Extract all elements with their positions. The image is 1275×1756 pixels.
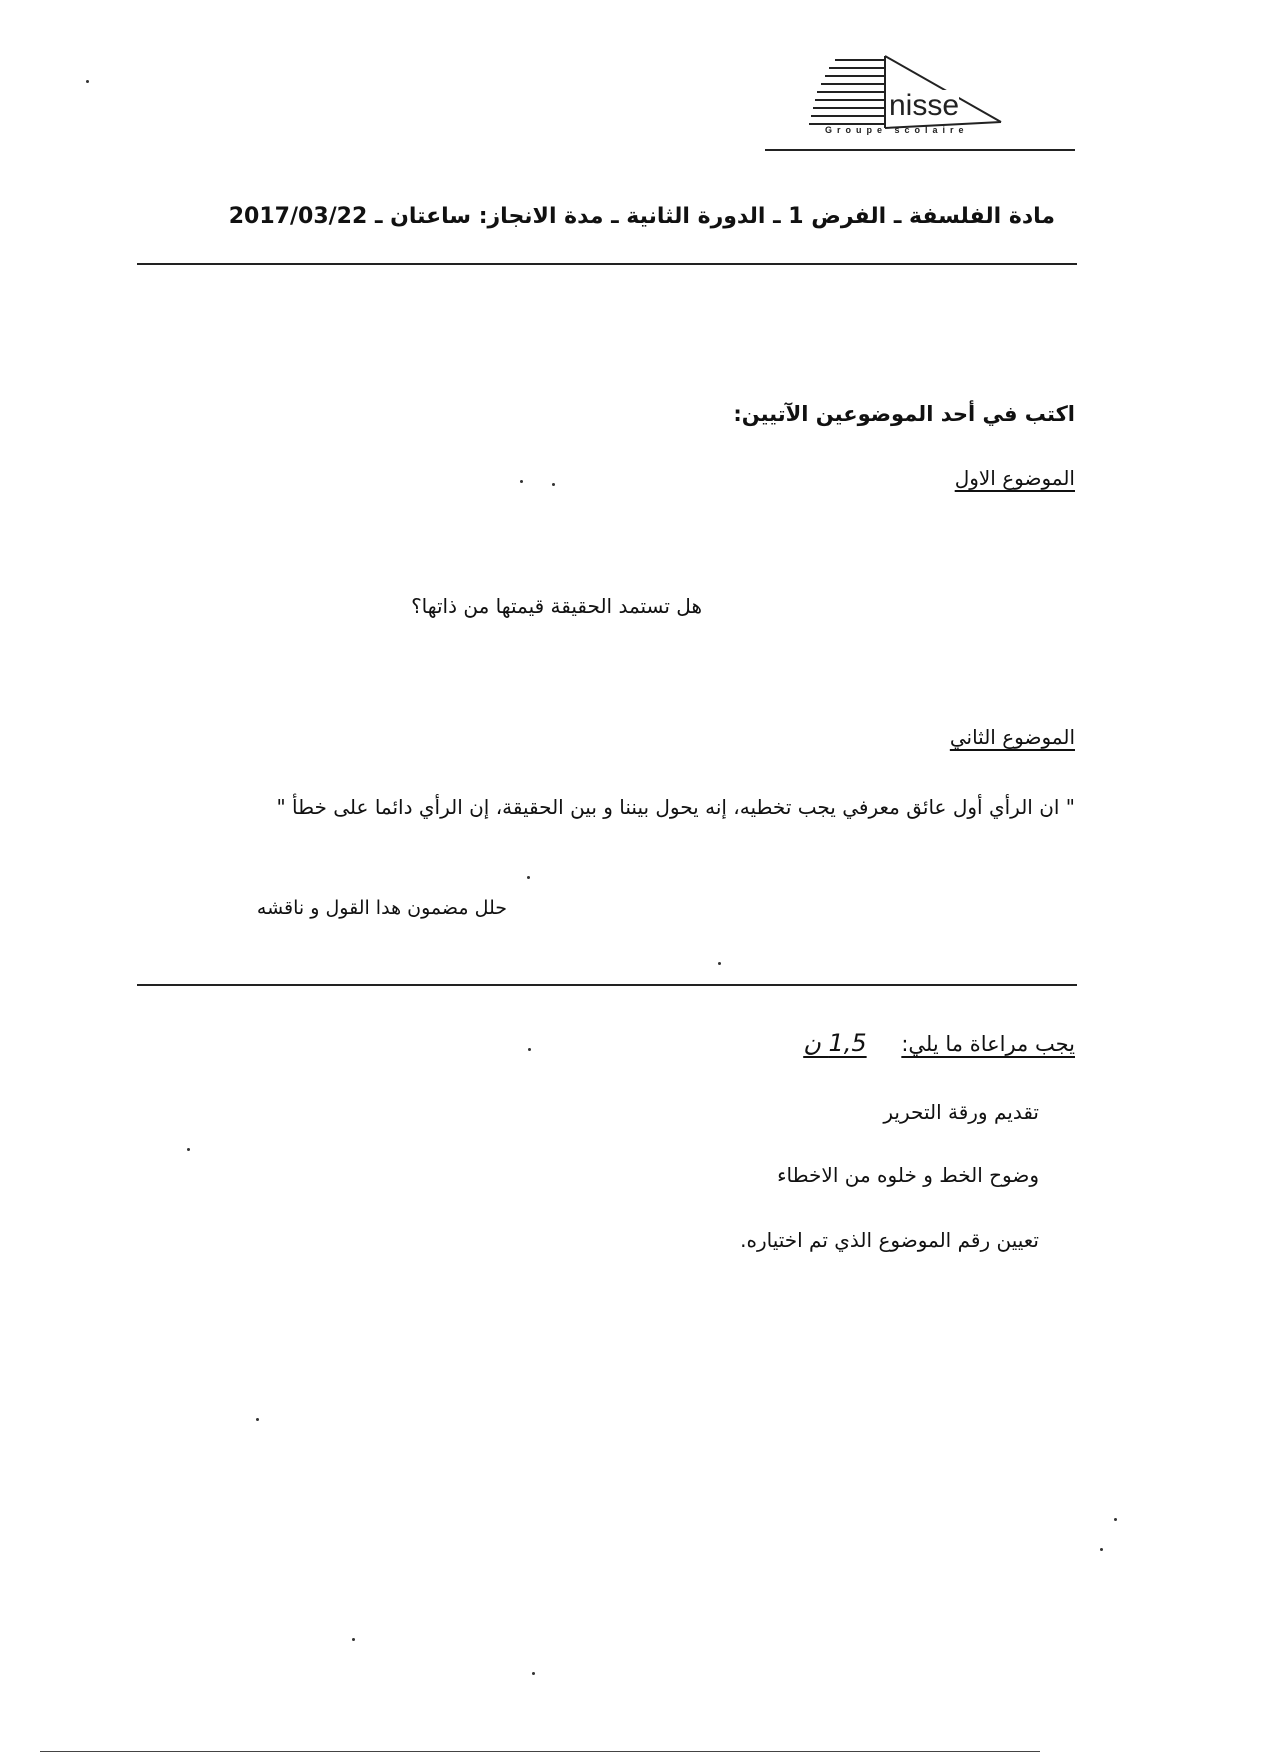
grading-note-item: تقديم ورقة التحرير — [883, 1100, 1039, 1124]
scan-speck — [552, 483, 555, 486]
scan-speck — [520, 480, 523, 483]
subject-2-title: الموضوع الثاني — [949, 725, 1075, 749]
scan-speck — [528, 1048, 531, 1051]
grading-note-item: تعيين رقم الموضوع الذي تم اختياره. — [740, 1228, 1039, 1252]
scan-speck — [1114, 1518, 1117, 1521]
subject-2-quote: " ان الرأي أول عائق معرفي يجب تخطيه، إنه يحول بيننا و بين الحقيقة، إن الرأي دائما على خطأ " — [276, 795, 1075, 819]
subject-1-title: الموضوع الاول — [954, 466, 1075, 490]
scan-speck — [187, 1148, 190, 1151]
grading-notes-label: يجب مراعاة ما يلي: — [901, 1032, 1075, 1056]
grading-note-item: وضوح الخط و خلوه من الاخطاء — [777, 1163, 1039, 1187]
logo-divider — [765, 149, 1075, 151]
scan-speck — [527, 876, 530, 879]
scan-speck — [256, 1418, 259, 1421]
exam-instruction: اكتب في أحد الموضوعين الآتيين: — [733, 402, 1075, 426]
bottom-scan-line — [40, 1751, 1040, 1752]
scan-speck — [1100, 1548, 1103, 1551]
scan-speck — [86, 80, 89, 83]
scan-speck — [352, 1638, 355, 1641]
subject-1-question: هل تستمد الحقيقة قيمتها من ذاتها؟ — [411, 594, 702, 618]
grading-notes-title — [803, 1029, 1075, 1057]
subject-2-task: حلل مضمون هدا القول و ناقشه — [256, 897, 507, 919]
exam-header: مادة الفلسفة ـ الفرض 1 ـ الدورة الثانية ـ مدة الانجاز: ساعتان ـ 2017/03/22 — [228, 204, 1055, 229]
school-logo — [805, 52, 1015, 140]
header-divider — [137, 263, 1077, 265]
scan-speck — [532, 1672, 535, 1675]
grading-points: 1,5 ن — [803, 1029, 867, 1057]
logo-text: nisse — [889, 89, 960, 122]
scan-speck — [718, 962, 721, 965]
logo-subtext: Groupe scolaire — [825, 125, 969, 135]
section-divider — [137, 984, 1077, 986]
